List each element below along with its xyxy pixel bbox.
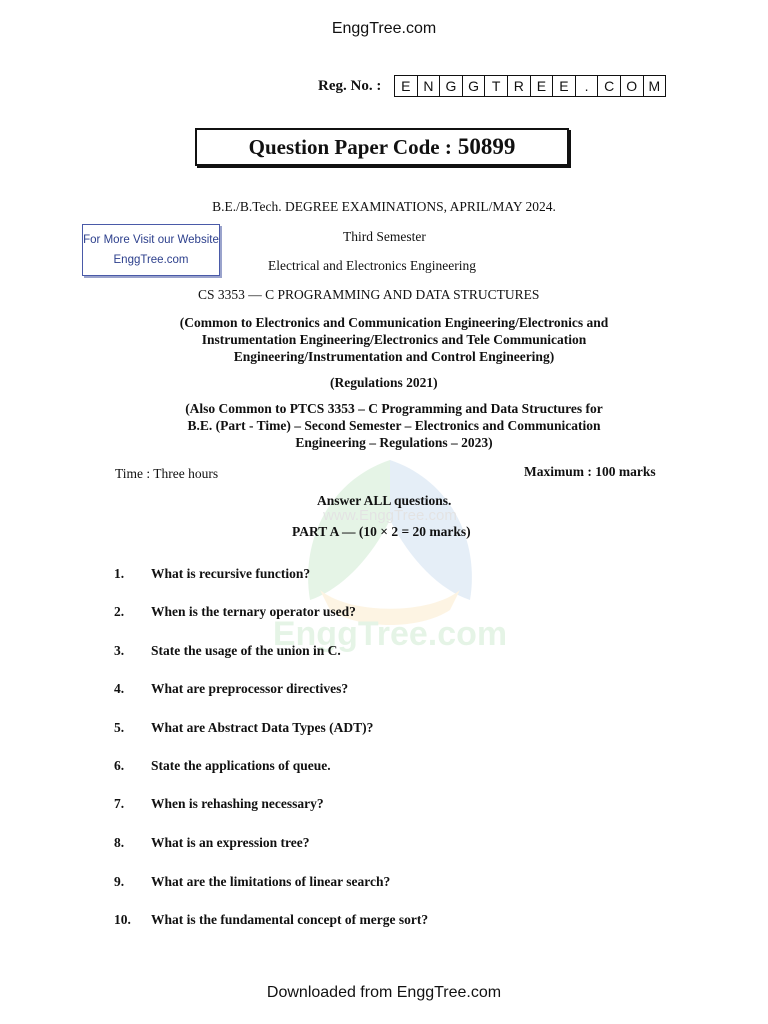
question-text: What is recursive function?	[151, 566, 311, 581]
footer-download-note[interactable]: Downloaded from EnggTree.com	[266, 984, 502, 1001]
question-number: 7.	[114, 796, 125, 811]
question-text: What are Abstract Data Types (ADT)?	[151, 720, 374, 735]
maximum-marks: Maximum : 100 marks	[524, 464, 656, 479]
reg-no-boxes	[394, 75, 666, 97]
also-common-line-3: Engineering – Regulations – 2023)	[295, 435, 493, 450]
reg-cell: N	[418, 76, 441, 96]
reg-cell: .	[576, 76, 599, 96]
paper-code-label: Question Paper Code :	[248, 134, 452, 159]
watermark-url: www.EnggTree.com	[323, 507, 457, 524]
paper-code-number: 50899	[457, 134, 516, 159]
reg-cell: E	[395, 76, 418, 96]
question-number: 4.	[114, 681, 125, 696]
question-text: What are the limitations of linear search?	[151, 874, 391, 889]
question-text: When is the ternary operator used?	[151, 604, 356, 619]
exam-title: B.E./B.Tech. DEGREE EXAMINATIONS, APRIL/MAY 2024.	[212, 199, 556, 214]
common-line-2: Instrumentation Engineering/Electronics and Tele Communication	[201, 332, 587, 347]
question-text: When is rehashing necessary?	[151, 796, 324, 811]
question-text: What is the fundamental concept of merge sort?	[151, 912, 429, 927]
question-number: 6.	[114, 758, 125, 773]
common-line-1: (Common to Electronics and Communication Engineering/Electronics and	[179, 315, 609, 330]
reg-cell: O	[621, 76, 644, 96]
reg-cell: G	[440, 76, 463, 96]
question-paper-code-box	[195, 128, 569, 166]
semester: Third Semester	[343, 229, 426, 244]
common-line-3: Engineering/Instrumentation and Control Engineering)	[233, 349, 555, 364]
regulations: (Regulations 2021)	[330, 375, 438, 390]
question-number: 3.	[114, 643, 125, 658]
reg-cell: C	[598, 76, 621, 96]
question-text: What is an expression tree?	[151, 835, 310, 850]
question-text: State the usage of the union in C.	[151, 643, 341, 658]
site-header: EnggTree.com	[331, 20, 437, 37]
question-text: State the applications of queue.	[151, 758, 331, 773]
course-title: CS 3353 — C PROGRAMMING AND DATA STRUCTURES	[198, 287, 540, 302]
exam-time: Time : Three hours	[115, 466, 219, 481]
department: Electrical and Electronics Engineering	[268, 258, 477, 273]
reg-cell: G	[463, 76, 486, 96]
question-number: 2.	[114, 604, 125, 619]
part-a-heading: PART A — (10 × 2 = 20 marks)	[292, 524, 471, 539]
promo-line-1: For More Visit our Website	[83, 234, 219, 246]
question-text: What are preprocessor directives?	[151, 681, 349, 696]
watermark-brand: EnggTree.com	[272, 615, 508, 653]
reg-cell: E	[531, 76, 554, 96]
question-number: 8.	[114, 835, 125, 850]
website-promo-box[interactable]	[82, 224, 220, 276]
reg-cell: T	[485, 76, 508, 96]
reg-cell: E	[553, 76, 576, 96]
also-common-line-1: (Also Common to PTCS 3353 – C Programming and Data Structures for	[185, 401, 603, 416]
enggtree-watermark-logo	[250, 440, 530, 670]
question-number: 1.	[114, 566, 125, 581]
reg-no-label: Reg. No. :	[318, 78, 382, 94]
reg-cell: M	[648, 78, 661, 94]
reg-cell: R	[508, 76, 531, 96]
question-number: 10.	[114, 912, 131, 927]
question-number: 5.	[114, 720, 125, 735]
question-number: 9.	[114, 874, 125, 889]
instruction: Answer ALL questions.	[317, 493, 452, 508]
also-common-line-2: B.E. (Part - Time) – Second Semester – Electronics and Communication	[187, 418, 601, 433]
promo-line-2: EnggTree.com	[113, 254, 189, 266]
